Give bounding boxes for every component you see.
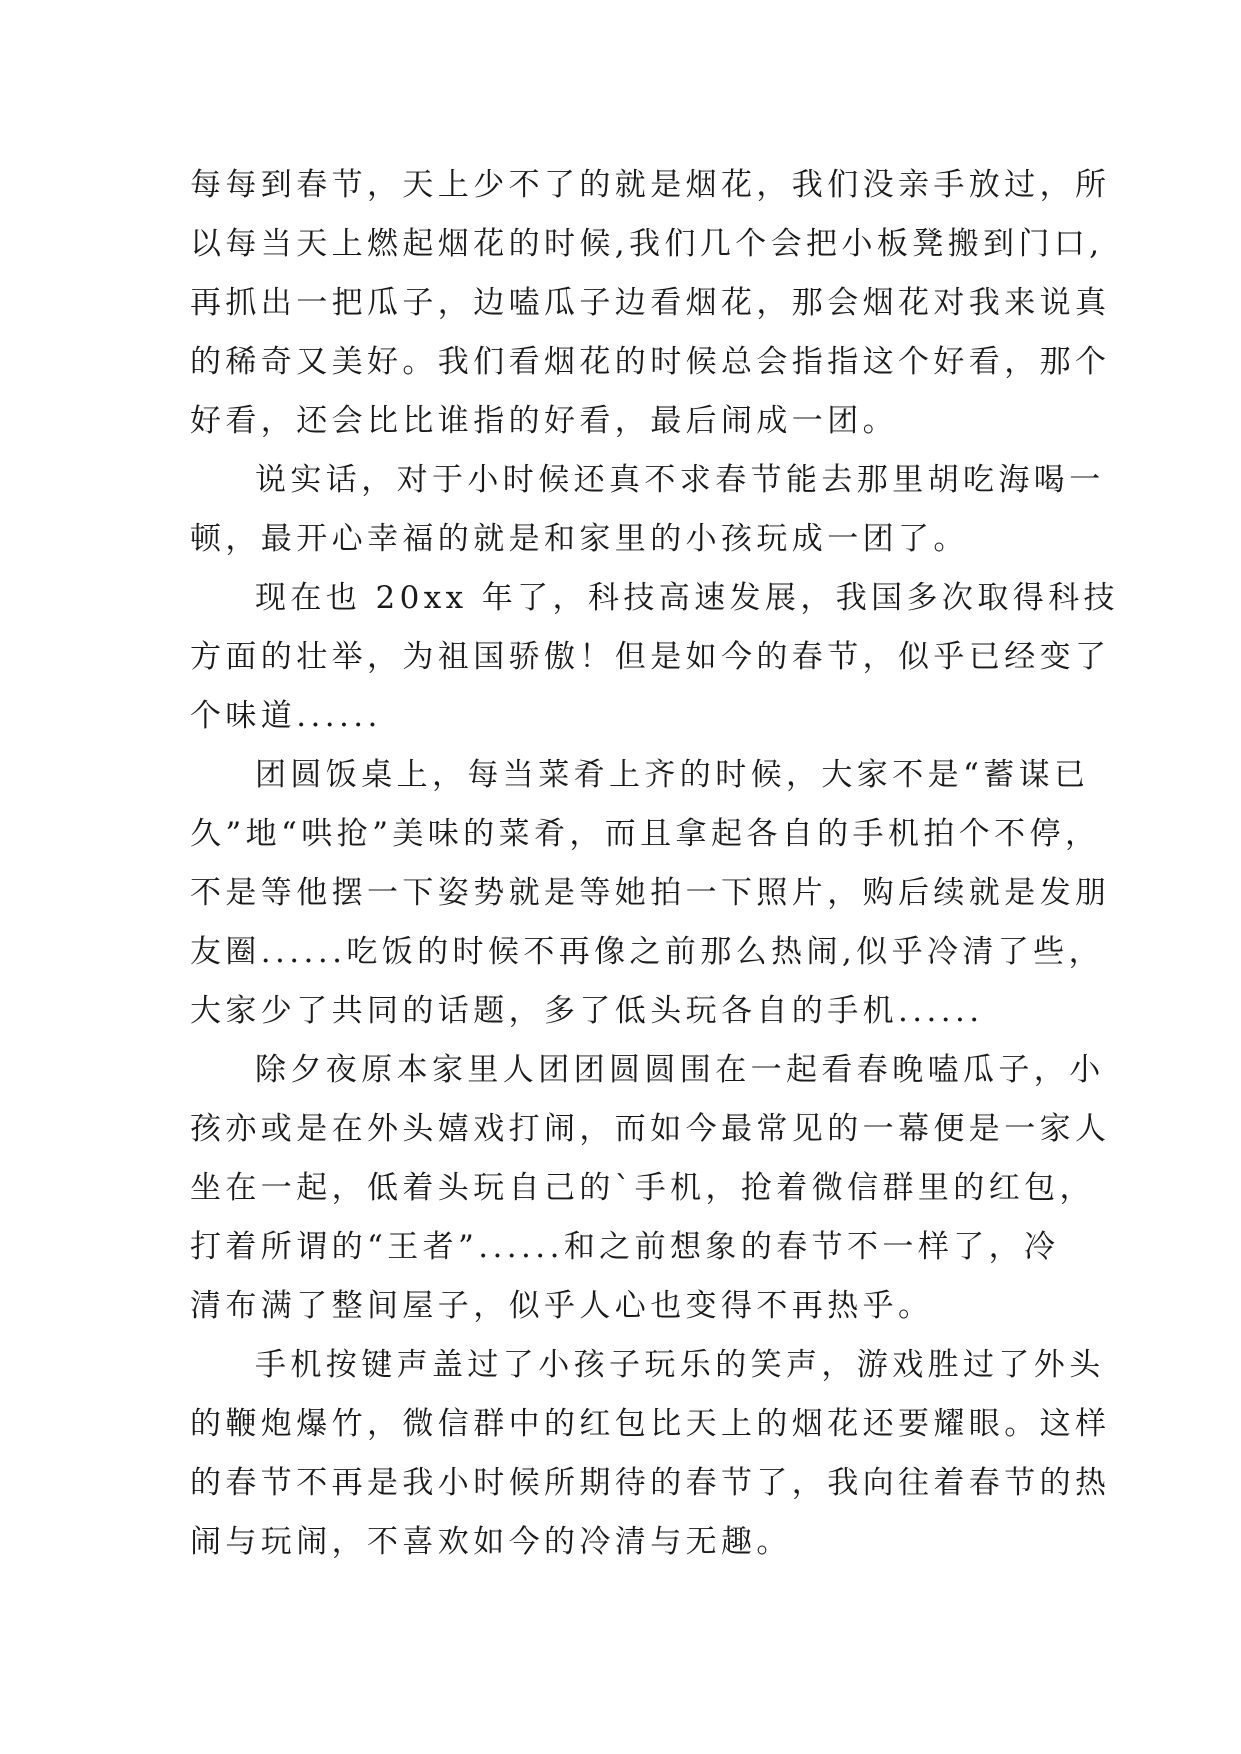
- paragraph-5-line-1: 除夕夜原本家里人团团圆圆围在一起看春晚嗑瓜子，小: [255, 1052, 1105, 1088]
- paragraph-5-line-2: 孩亦或是在外头嬉戏打闹，而如今最常见的一幕便是一家人: [190, 1111, 1111, 1147]
- paragraph-6-line-4: 闹与玩闹，不喜欢如今的冷清与无趣。: [190, 1524, 792, 1560]
- paragraph-1-line-3: 再抓出一把瓜子，边嗑瓜子边看烟花，那会烟花对我来说真: [190, 285, 1111, 321]
- paragraph-5-line-4: 打着所谓的“王者”......和之前想象的春节不一样了，冷: [190, 1229, 1060, 1265]
- paragraph-5-line-3: 坐在一起，低着头玩自己的`手机，抢着微信群里的红包，: [190, 1170, 1095, 1206]
- paragraph-3-line-2: 方面的壮举，为祖国骄傲！但是如今的春节，似乎已经变了: [190, 639, 1111, 675]
- paragraph-3-line-1: 现在也 20xx 年了，科技高速发展，我国多次取得科技: [255, 580, 1119, 616]
- paragraph-1-line-1: 每每到春节，天上少不了的就是烟花，我们没亲手放过，所: [190, 167, 1111, 203]
- paragraph-6-line-2: 的鞭炮爆竹，微信群中的红包比天上的烟花还要耀眼。这样: [190, 1406, 1111, 1442]
- paragraph-4-line-2: 久”地“哄抢”美味的菜肴，而且拿起各自的手机拍个不停，: [190, 816, 1101, 852]
- paragraph-6-line-1: 手机按键声盖过了小孩子玩乐的笑声，游戏胜过了外头: [255, 1347, 1105, 1383]
- paragraph-4-line-5: 大家少了共同的话题，多了低头玩各自的手机......: [190, 993, 984, 1029]
- paragraph-5-line-5: 清布满了整间屋子，似乎人心也变得不再热乎。: [190, 1288, 934, 1324]
- paragraph-1-line-4: 的稀奇又美好。我们看烟花的时候总会指指这个好看，那个: [190, 344, 1111, 380]
- paragraph-4-line-3: 不是等他摆一下姿势就是等她拍一下照片，购后续就是发朋: [190, 875, 1111, 911]
- paragraph-1-line-5: 好看，还会比比谁指的好看，最后闹成一团。: [190, 403, 898, 439]
- paragraph-4-line-1: 团圆饭桌上，每当菜肴上齐的时候，大家不是“蓄谋已: [255, 757, 1090, 793]
- paragraph-2-line-1: 说实话，对于小时候还真不求春节能去那里胡吃海喝一: [255, 462, 1105, 498]
- paragraph-6-line-3: 的春节不再是我小时候所期待的春节了，我向往着春节的热: [190, 1465, 1111, 1501]
- paragraph-1-line-2: 以每当天上燃起烟花的时候,我们几个会把小板凳搬到门口,: [190, 226, 1104, 262]
- paragraph-3-line-3: 个味道......: [190, 698, 382, 734]
- paragraph-2-line-2: 顿，最开心幸福的就是和家里的小孩玩成一团了。: [190, 521, 969, 557]
- paragraph-4-line-4: 友圈......吃饭的时候不再像之前那么热闹,似乎冷清了些，: [190, 934, 1104, 970]
